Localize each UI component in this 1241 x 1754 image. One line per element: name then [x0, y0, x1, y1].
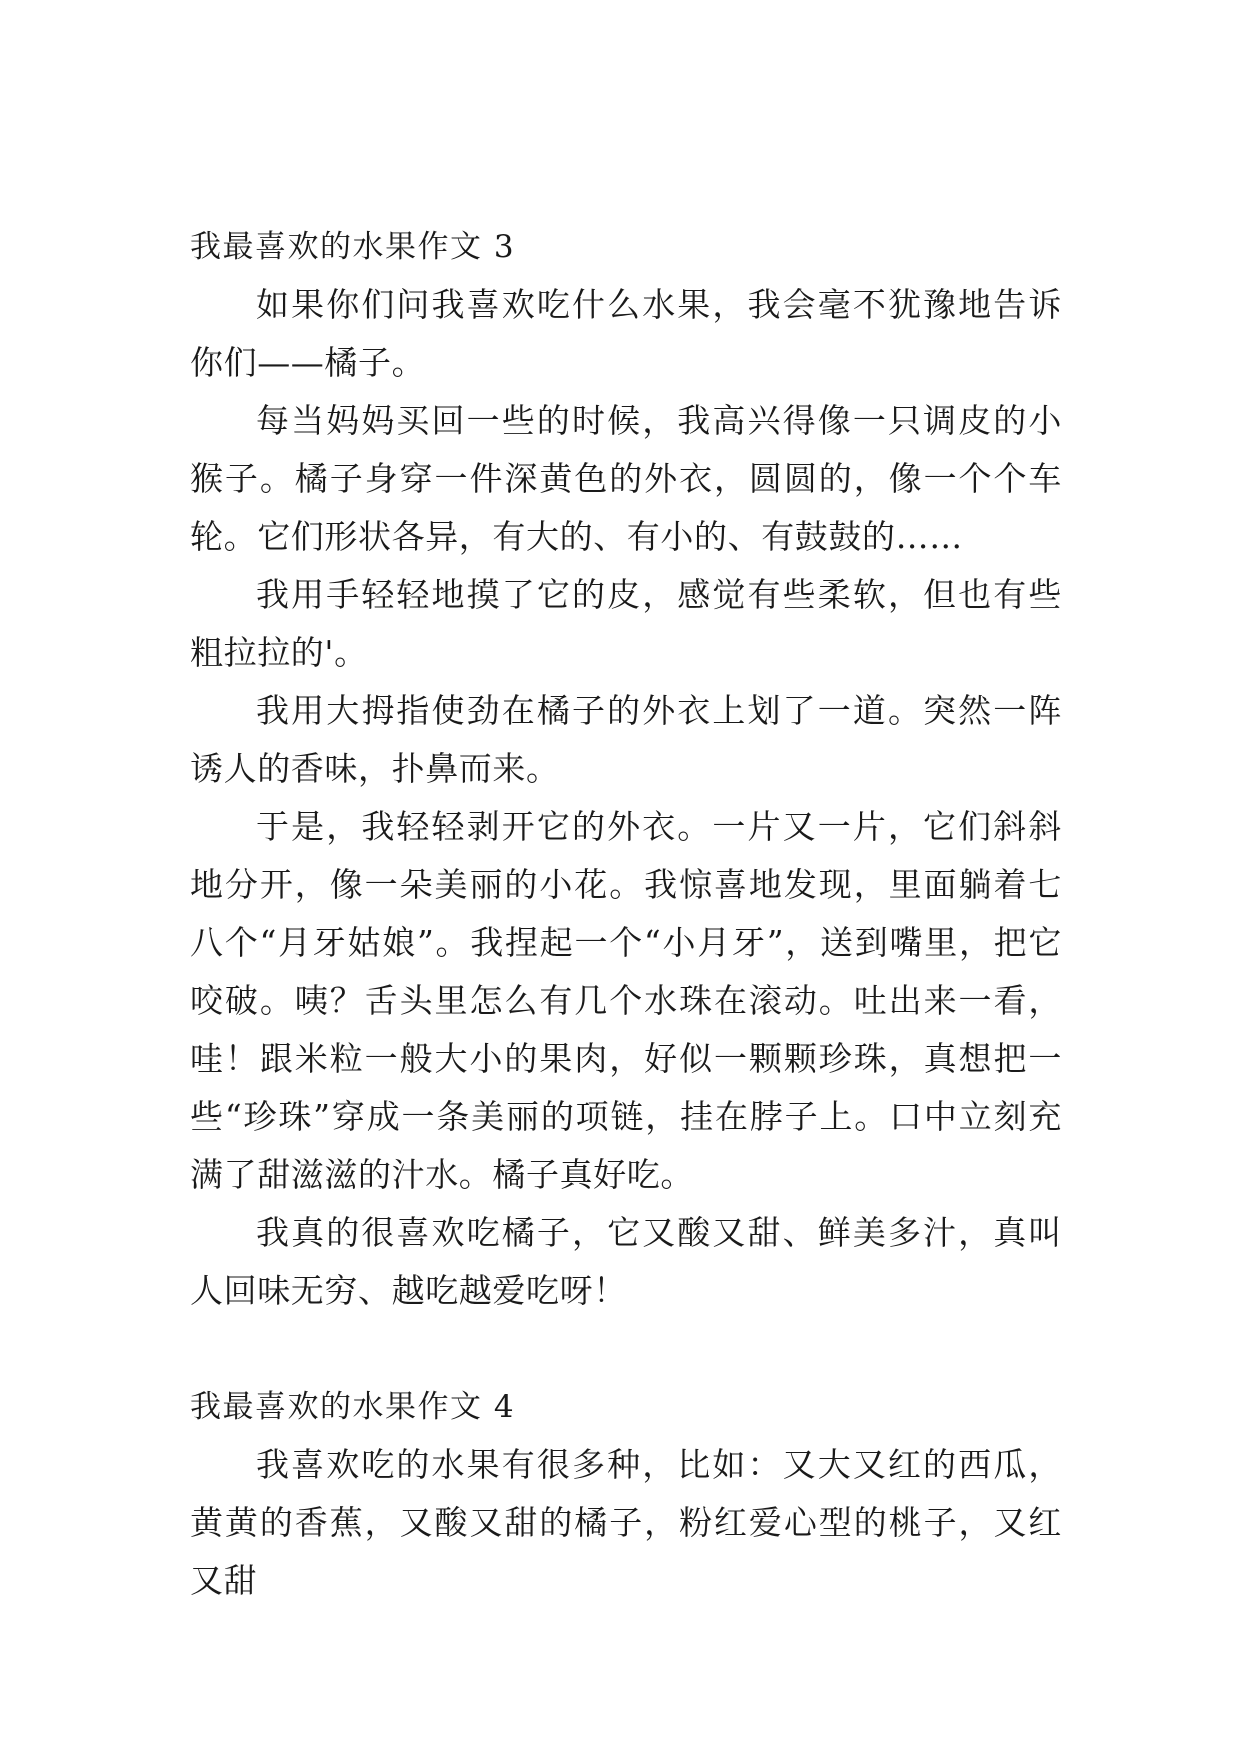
- paragraph: 我用大拇指使劲在橘子的外衣上划了一道。突然一阵诱人的香味，扑鼻而来。: [190, 691, 1062, 788]
- essay-title: 我最喜欢的水果作文 3: [190, 229, 516, 265]
- paragraph: 每当妈妈买回一些的时候，我高兴得像一只调皮的小猴子。橘子身穿一件深黄色的外衣，圆圆的，像一个个车轮。它们形状各异，有大的、有小的、有鼓鼓的……: [190, 401, 1062, 556]
- paragraph: 我真的很喜欢吃橘子，它又酸又甜、鲜美多汁，真叫人回味无穷、越吃越爱吃呀！: [190, 1213, 1062, 1310]
- essay-title: 我最喜欢的水果作文 4: [190, 1389, 516, 1425]
- paragraph: 于是，我轻轻剥开它的外衣。一片又一片，它们斜斜地分开，像一朵美丽的小花。我惊喜地发现，里面躺着七八个“月牙姑娘”。我捏起一个“小月牙”，送到嘴里，把它咬破。咦？舌头里怎么有几个水珠在滚动。吐出来一看，哇！跟米粒一般大小的果肉，好似一颗颗珍珠，真想把一些“珍珠”穿成一条美丽的项链，挂在脖子上。口中立刻充满了甜滋滋的汁水。橘子真好吃。: [190, 807, 1062, 1194]
- paragraph: 我喜欢吃的水果有很多种，比如：又大又红的西瓜，黄黄的香蕉，又酸又甜的橘子，粉红爱心型的桃子，又红又甜: [190, 1445, 1062, 1600]
- paragraph: 我用手轻轻地摸了它的皮，感觉有些柔软，但也有些粗拉拉的'。: [190, 575, 1062, 672]
- section-spacer: [190, 1320, 1062, 1378]
- paragraph: 如果你们问我喜欢吃什么水果，我会毫不犹豫地告诉你们——橘子。: [190, 285, 1062, 382]
- document-body: [190, 218, 1062, 1610]
